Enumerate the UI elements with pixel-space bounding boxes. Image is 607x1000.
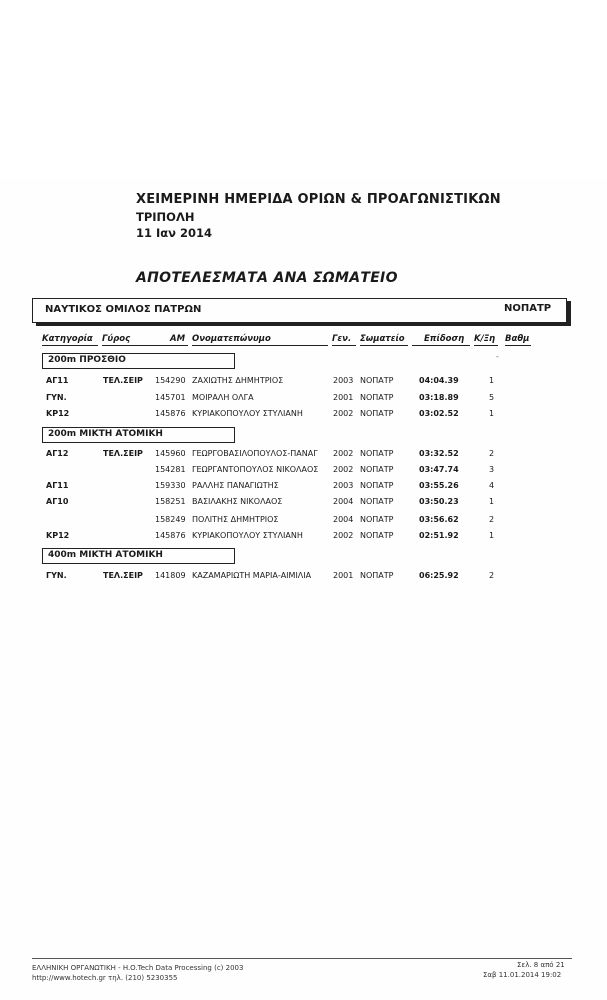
blank-top-area xyxy=(0,0,607,178)
row-club: ΝΟΠΑΤΡ xyxy=(360,376,394,385)
footer-rule xyxy=(32,958,572,959)
row-round: ΤΕΛ.ΣΕΙΡ xyxy=(103,376,143,385)
row-am: 145876 xyxy=(155,409,186,418)
row-year: 2003 xyxy=(333,481,354,490)
row-club: ΝΟΠΑΤΡ xyxy=(360,497,394,506)
row-club: ΝΟΠΑΤΡ xyxy=(360,571,394,580)
row-club: ΝΟΠΑΤΡ xyxy=(360,449,394,458)
row-rank: 1 xyxy=(489,409,495,418)
row-year: 2001 xyxy=(333,393,354,402)
meet-city: ΤΡΙΠΟΛΗ xyxy=(136,210,195,224)
row-rank: 4 xyxy=(489,481,495,490)
event-label: 200m ΜΙΚΤΗ ΑΤΟΜΙΚΗ xyxy=(48,429,163,439)
header-underline xyxy=(42,345,98,346)
row-rank: 2 xyxy=(489,571,495,580)
row-time: 03:32.52 xyxy=(419,449,459,458)
row-time: 03:02.52 xyxy=(419,409,459,418)
col-rank: Κ/Ξη xyxy=(474,334,496,344)
row-am: 145876 xyxy=(155,531,186,540)
header-underline xyxy=(192,345,328,346)
row-time: 03:56.62 xyxy=(419,515,459,524)
col-category: Κατηγορία xyxy=(42,334,93,344)
row-club: ΝΟΠΑΤΡ xyxy=(360,515,394,524)
row-category: ΑΓ12 xyxy=(46,449,69,458)
row-am: 159330 xyxy=(155,481,186,490)
col-am: ΑΜ xyxy=(170,334,186,344)
row-rank: 3 xyxy=(489,465,495,474)
row-am: 154290 xyxy=(155,376,186,385)
row-time: 03:55.26 xyxy=(419,481,459,490)
event-label: 200m ΠΡΟΣΘΙΟ xyxy=(48,355,126,365)
row-name: ΠΟΛΙΤΗΣ ΔΗΜΗΤΡΙΟΣ xyxy=(192,515,279,524)
row-time: 04:04.39 xyxy=(419,376,459,385)
row-time: 03:18.89 xyxy=(419,393,459,402)
row-am: 145701 xyxy=(155,393,186,402)
header-underline xyxy=(332,345,356,346)
footer-contact: http://www.hotech.gr τηλ. (210) 5230355 xyxy=(32,974,178,982)
row-category: ΓΥΝ. xyxy=(46,571,67,580)
col-round: Γύρος xyxy=(102,334,131,344)
row-year: 2003 xyxy=(333,376,354,385)
row-rank: 5 xyxy=(489,393,495,402)
row-category: ΚΡ12 xyxy=(46,409,70,418)
row-year: 2001 xyxy=(333,571,354,580)
club-code: ΝΟΠΑΤΡ xyxy=(504,303,552,314)
row-am: 158249 xyxy=(155,515,186,524)
header-underline xyxy=(474,345,498,346)
header-underline xyxy=(360,345,408,346)
col-club: Σωματείο xyxy=(360,334,405,344)
event-label: 400m ΜΙΚΤΗ ΑΤΟΜΙΚΗ xyxy=(48,550,163,560)
row-category: ΚΡ12 xyxy=(46,531,70,540)
col-points: Βαθμ xyxy=(505,334,530,344)
row-name: ΖΑΧΙΩΤΗΣ ΔΗΜΗΤΡΙΟΣ xyxy=(192,376,284,385)
row-name: ΚΥΡΙΑΚΟΠΟΥΛΟΥ ΣΤΥΛΙΑΝΗ xyxy=(192,531,303,540)
row-name: ΓΕΩΡΓΟΒΑΣΙΛΟΠΟΥΛΟΣ-ΠΑΝΑΓ xyxy=(192,449,318,458)
row-year: 2002 xyxy=(333,531,354,540)
row-category: ΑΓ11 xyxy=(46,376,69,385)
row-club: ΝΟΠΑΤΡ xyxy=(360,409,394,418)
results-heading: ΑΠΟΤΕΛΕΣΜΑΤΑ ΑΝΑ ΣΩΜΑΤΕΙΟ xyxy=(136,270,398,286)
row-year: 2002 xyxy=(333,409,354,418)
row-category: ΑΓ10 xyxy=(46,497,69,506)
row-name: ΡΑΛΛΗΣ ΠΑΝΑΓΙΩΤΗΣ xyxy=(192,481,279,490)
row-name: ΚΥΡΙΑΚΟΠΟΥΛΟΥ ΣΤΥΛΙΑΝΗ xyxy=(192,409,303,418)
footer-page: Σελ. 8 από 21 xyxy=(517,961,565,969)
header-underline xyxy=(412,345,470,346)
header-underline xyxy=(102,345,188,346)
footer-company: ΕΛΛΗΝΙΚΗ ΟΡΓΑΝΩΤΙΚΗ - H.O.Tech Data Processing (c) 2003 xyxy=(32,964,244,972)
row-name: ΓΕΩΡΓΑΝΤΟΠΟΥΛΟΣ ΝΙΚΟΛΑΟΣ xyxy=(192,465,319,474)
row-year: 2004 xyxy=(333,497,354,506)
row-club: ΝΟΠΑΤΡ xyxy=(360,531,394,540)
row-round: ΤΕΛ.ΣΕΙΡ xyxy=(103,449,143,458)
row-club: ΝΟΠΑΤΡ xyxy=(360,465,394,474)
row-am: 158251 xyxy=(155,497,186,506)
row-club: ΝΟΠΑΤΡ xyxy=(360,481,394,490)
event-label-box xyxy=(42,548,235,564)
row-year: 2004 xyxy=(333,515,354,524)
row-round: ΤΕΛ.ΣΕΙΡ xyxy=(103,571,143,580)
col-name: Ονοματεπώνυμο xyxy=(192,334,271,344)
meet-title: ΧΕΙΜΕΡΙΝΗ ΗΜΕΡΙΔΑ ΟΡΙΩΝ & ΠΡΟΑΓΩΝΙΣΤΙΚΩΝ xyxy=(136,192,501,207)
row-year: 2002 xyxy=(333,465,354,474)
club-box xyxy=(32,298,567,323)
row-rank: 2 xyxy=(489,515,495,524)
header-underline xyxy=(505,345,531,346)
event-label-box xyxy=(42,427,235,443)
row-time: 02:51.92 xyxy=(419,531,459,540)
footer-printed: Σαβ 11.01.2014 19:02 xyxy=(483,971,562,979)
row-am: 141809 xyxy=(155,571,186,580)
row-rank: 2 xyxy=(489,449,495,458)
row-name: ΒΑΣΙΛΑΚΗΣ ΝΙΚΟΛΑΟΣ xyxy=(192,497,283,506)
row-category: ΓΥΝ. xyxy=(46,393,67,402)
row-am: 145960 xyxy=(155,449,186,458)
meet-date: 11 Ιαν 2014 xyxy=(136,226,213,240)
row-club: ΝΟΠΑΤΡ xyxy=(360,393,394,402)
row-am: 154281 xyxy=(155,465,186,474)
club-name: ΝΑΥΤΙΚΟΣ ΟΜΙΛΟΣ ΠΑΤΡΩΝ xyxy=(45,304,202,315)
row-name: ΚΑΖΑΜΑΡΙΩΤΗ ΜΑΡΙΑ-ΑΙΜΙΛΙΑ xyxy=(192,571,312,580)
row-rank: 1 xyxy=(489,497,495,506)
row-time: 06:25.92 xyxy=(419,571,459,580)
row-category: ΑΓ11 xyxy=(46,481,69,490)
row-year: 2002 xyxy=(333,449,354,458)
col-birth: Γεν. xyxy=(332,334,352,344)
row-rank: 1 xyxy=(489,376,495,385)
row-name: ΜΟΙΡΑΛΗ ΟΛΓΑ xyxy=(192,393,254,402)
event-label-box xyxy=(42,353,235,369)
row-time: 03:47.74 xyxy=(419,465,459,474)
row-rank: 1 xyxy=(489,531,495,540)
col-time: Επίδοση xyxy=(424,334,465,344)
row-time: 03:50.23 xyxy=(419,497,459,506)
